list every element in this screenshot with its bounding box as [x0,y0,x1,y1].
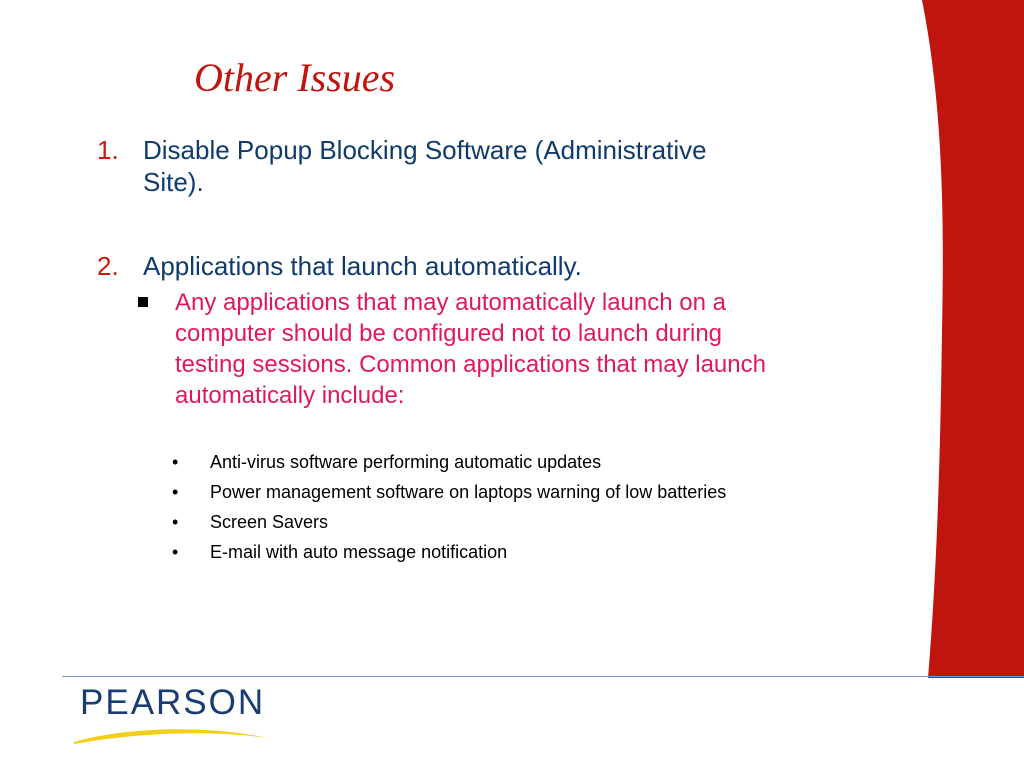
bullet-icon: • [172,542,179,562]
bullet-text: Power management software on laptops warning of low batteries [210,482,727,502]
sub-item-line-4: automatically include: [175,382,405,409]
bullet-icon: • [172,482,179,502]
sub-item-line-1: Any applications that may automatically launch on a [175,289,726,316]
sub-item-line-2: computer should be configured not to launch during [175,320,723,347]
sub-item-line-3: testing sessions. Common applications that may launch [175,351,766,378]
bullet-icon: • [172,452,179,472]
slide-title: Other Issues [194,55,396,100]
logo-swoosh-icon [72,722,272,748]
bullet-text: Screen Savers [210,512,329,532]
bullet-text: Anti-virus software performing automatic updates [210,452,602,472]
list-item-2-line-1: Applications that launch automatically. [143,251,582,281]
bullet-icon: • [172,512,179,532]
list-number-2: 2. [97,251,119,281]
square-bullet-icon [138,297,148,307]
logo-wordmark: PEARSON [80,683,266,722]
bullet-text: E-mail with auto message notification [210,542,508,562]
list-item-1-line-2: Site). [143,167,204,197]
list-item-1-line-1: Disable Popup Blocking Software (Administrative [143,135,707,165]
list-number-1: 1. [97,135,119,165]
footer-divider [62,676,1024,677]
